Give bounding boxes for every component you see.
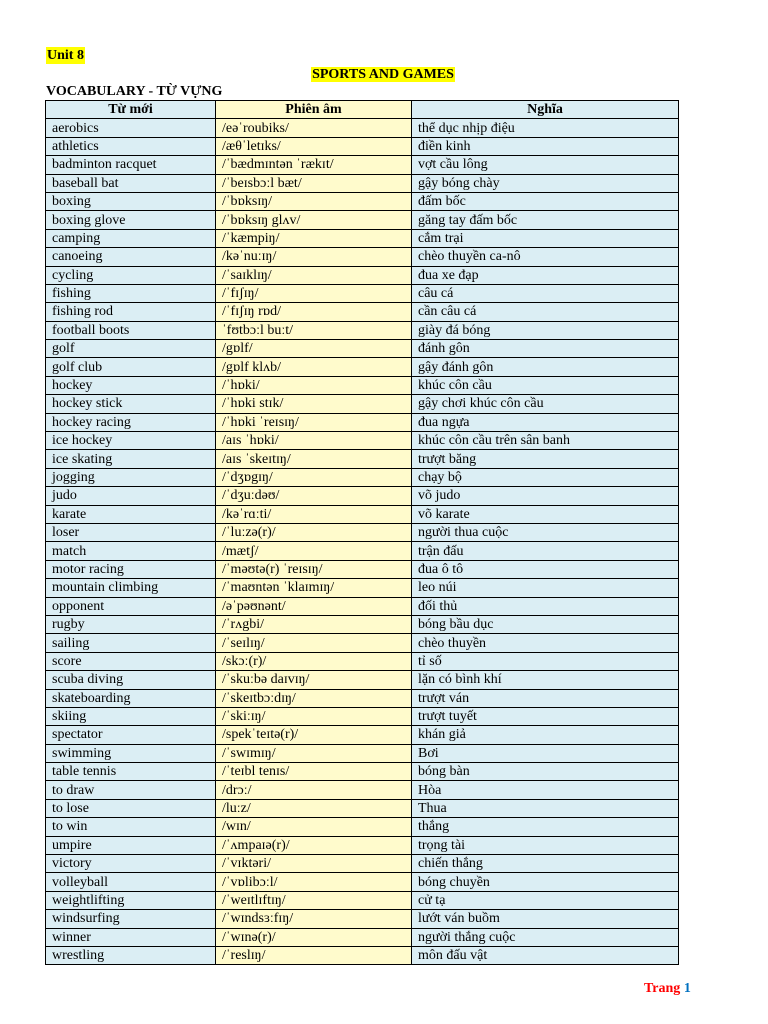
cell-phonetic: /æθˈletɪks/ (216, 137, 412, 155)
cell-meaning: gậy bóng chày (412, 174, 679, 192)
cell-word: mountain climbing (46, 579, 216, 597)
table-row (46, 487, 679, 505)
table-row (46, 873, 679, 891)
cell-meaning: cắm trại (412, 229, 679, 247)
table-row (46, 450, 679, 468)
table-row (46, 744, 679, 762)
cell-phonetic: /ˈhɒki ˈreɪsɪŋ/ (216, 413, 412, 431)
cell-word: aerobics (46, 119, 216, 137)
cell-meaning: khúc côn cầu trên sân banh (412, 432, 679, 450)
cell-word: to win (46, 818, 216, 836)
table-row (46, 432, 679, 450)
vocabulary-table (45, 100, 679, 965)
table-row (46, 781, 679, 799)
page-footer (644, 980, 691, 997)
cell-meaning: đua ô tô (412, 560, 679, 578)
cell-phonetic: /kəˈnuːɪŋ/ (216, 248, 412, 266)
cell-meaning: đua ngựa (412, 413, 679, 431)
cell-meaning: trượt tuyết (412, 707, 679, 725)
cell-phonetic: /ˈseɪlɪŋ/ (216, 634, 412, 652)
cell-phonetic: /ˈskeɪtbɔːdɪŋ/ (216, 689, 412, 707)
cell-phonetic: /ˈskiːɪŋ/ (216, 707, 412, 725)
cell-phonetic: /ˈbeɪsbɔːl bæt/ (216, 174, 412, 192)
column-header-meaning: Nghĩa (412, 101, 679, 119)
table-row (46, 579, 679, 597)
table-row (46, 211, 679, 229)
cell-meaning: võ karate (412, 505, 679, 523)
cell-meaning: đánh gôn (412, 340, 679, 358)
cell-meaning: giày đá bóng (412, 321, 679, 339)
cell-word: sailing (46, 634, 216, 652)
cell-word: football boots (46, 321, 216, 339)
cell-phonetic: /aɪs ˈhɒki/ (216, 432, 412, 450)
cell-phonetic: /ˈreslɪŋ/ (216, 946, 412, 964)
page-label: Trang (644, 981, 681, 996)
cell-meaning: khán giả (412, 726, 679, 744)
cell-meaning: leo núi (412, 579, 679, 597)
table-row (46, 910, 679, 928)
cell-word: windsurfing (46, 910, 216, 928)
cell-meaning: bóng bầu dục (412, 615, 679, 633)
cell-meaning: môn đấu vật (412, 946, 679, 964)
cell-meaning: trọng tài (412, 836, 679, 854)
cell-word: boxing (46, 192, 216, 210)
table-row (46, 634, 679, 652)
cell-phonetic: /ˈluːzə(r)/ (216, 523, 412, 541)
cell-phonetic: /ˈkæmpiŋ/ (216, 229, 412, 247)
table-row (46, 284, 679, 302)
cell-word: cycling (46, 266, 216, 284)
cell-word: rugby (46, 615, 216, 633)
cell-meaning: găng tay đấm bốc (412, 211, 679, 229)
table-row (46, 891, 679, 909)
cell-meaning: võ judo (412, 487, 679, 505)
cell-word: hockey racing (46, 413, 216, 431)
table-row (46, 340, 679, 358)
cell-phonetic: /ˈhɒki/ (216, 376, 412, 394)
table-row (46, 266, 679, 284)
cell-word: spectator (46, 726, 216, 744)
cell-word: to draw (46, 781, 216, 799)
table-row (46, 652, 679, 670)
cell-meaning: Bơi (412, 744, 679, 762)
cell-phonetic: /ˈskuːbə daɪvɪŋ/ (216, 671, 412, 689)
table-row (46, 818, 679, 836)
cell-phonetic: /skɔː(r)/ (216, 652, 412, 670)
cell-phonetic: /kəˈrɑːti/ (216, 505, 412, 523)
cell-meaning: gậy đánh gôn (412, 358, 679, 376)
cell-word: baseball bat (46, 174, 216, 192)
table-row (46, 156, 679, 174)
unit-label: Unit 8 (47, 48, 84, 63)
table-row (46, 119, 679, 137)
table-row (46, 928, 679, 946)
page-number: 1 (683, 981, 691, 996)
cell-word: hockey (46, 376, 216, 394)
cell-meaning: câu cá (412, 284, 679, 302)
cell-phonetic: /ˈbɒksɪŋ glʌv/ (216, 211, 412, 229)
cell-word: victory (46, 855, 216, 873)
cell-word: canoeing (46, 248, 216, 266)
table-row (46, 505, 679, 523)
cell-meaning: người thua cuộc (412, 523, 679, 541)
cell-phonetic: ˈfʊtbɔːl buːt/ (216, 321, 412, 339)
table-row (46, 229, 679, 247)
cell-word: fishing rod (46, 303, 216, 321)
cell-word: fishing (46, 284, 216, 302)
cell-word: camping (46, 229, 216, 247)
table-row (46, 855, 679, 873)
cell-word: match (46, 542, 216, 560)
cell-phonetic: /ˈweɪtlɪftɪŋ/ (216, 891, 412, 909)
cell-phonetic: /ˈswɪmɪŋ/ (216, 744, 412, 762)
cell-meaning: điền kinh (412, 137, 679, 155)
table-row (46, 597, 679, 615)
cell-phonetic: /ˈteɪbl tenɪs/ (216, 763, 412, 781)
table-row (46, 689, 679, 707)
cell-meaning: Hòa (412, 781, 679, 799)
cell-phonetic: /wɪn/ (216, 818, 412, 836)
page-title-row (0, 65, 768, 83)
cell-meaning: vợt cầu lông (412, 156, 679, 174)
cell-word: ice hockey (46, 432, 216, 450)
table-row (46, 560, 679, 578)
table-row (46, 726, 679, 744)
table-row (46, 395, 679, 413)
cell-phonetic: /aɪs ˈskeɪtɪŋ/ (216, 450, 412, 468)
cell-phonetic: /ˈvɒlibɔːl/ (216, 873, 412, 891)
cell-meaning: bóng chuyền (412, 873, 679, 891)
cell-phonetic: /gɒlf/ (216, 340, 412, 358)
cell-word: winner (46, 928, 216, 946)
cell-meaning: lướt ván buồm (412, 910, 679, 928)
cell-phonetic: /ˈʌmpaɪə(r)/ (216, 836, 412, 854)
table-row (46, 321, 679, 339)
table-row (46, 946, 679, 964)
table-row (46, 615, 679, 633)
cell-phonetic: /eəˈroubiks/ (216, 119, 412, 137)
cell-phonetic: /ˈfɪʃɪŋ/ (216, 284, 412, 302)
cell-phonetic: /ˈdʒɒgɪŋ/ (216, 468, 412, 486)
table-row (46, 763, 679, 781)
cell-word: weightlifting (46, 891, 216, 909)
vocabulary-table-body (46, 119, 679, 965)
section-heading: VOCABULARY - TỪ VỰNG (46, 84, 223, 99)
cell-word: golf (46, 340, 216, 358)
column-header-word: Từ mới (46, 101, 216, 119)
cell-word: wrestling (46, 946, 216, 964)
column-header-phonetic: Phiên âm (216, 101, 412, 119)
cell-word: athletics (46, 137, 216, 155)
table-row (46, 192, 679, 210)
cell-word: skateboarding (46, 689, 216, 707)
cell-meaning: cử tạ (412, 891, 679, 909)
cell-meaning: thắng (412, 818, 679, 836)
cell-meaning: chèo thuyền (412, 634, 679, 652)
cell-word: motor racing (46, 560, 216, 578)
table-row (46, 303, 679, 321)
cell-meaning: gậy chơi khúc côn cầu (412, 395, 679, 413)
cell-meaning: Thua (412, 799, 679, 817)
cell-word: judo (46, 487, 216, 505)
cell-phonetic: /ˈhɒki stɪk/ (216, 395, 412, 413)
cell-phonetic: /mætʃ/ (216, 542, 412, 560)
cell-word: umpire (46, 836, 216, 854)
table-row (46, 137, 679, 155)
table-row (46, 174, 679, 192)
cell-phonetic: /ˈbædmɪntən ˈrækɪt/ (216, 156, 412, 174)
cell-phonetic: /ˈvɪktəri/ (216, 855, 412, 873)
cell-meaning: tỉ số (412, 652, 679, 670)
cell-phonetic: /ˈbɒksɪŋ/ (216, 192, 412, 210)
cell-word: opponent (46, 597, 216, 615)
cell-phonetic: /ˈsaɪklɪŋ/ (216, 266, 412, 284)
table-row (46, 523, 679, 541)
cell-phonetic: /əˈpəʊnənt/ (216, 597, 412, 615)
cell-phonetic: /ˈdʒuːdəʊ/ (216, 487, 412, 505)
cell-meaning: chèo thuyền ca-nô (412, 248, 679, 266)
cell-phonetic: /ˈfɪʃɪŋ rɒd/ (216, 303, 412, 321)
cell-phonetic: /ˈməʊtə(r) ˈreɪsɪŋ/ (216, 560, 412, 578)
cell-word: swimming (46, 744, 216, 762)
table-row (46, 799, 679, 817)
cell-phonetic: /spekˈteɪtə(r)/ (216, 726, 412, 744)
cell-word: to lose (46, 799, 216, 817)
table-row (46, 248, 679, 266)
table-row (46, 358, 679, 376)
cell-word: golf club (46, 358, 216, 376)
cell-meaning: trận đấu (412, 542, 679, 560)
cell-phonetic: /ˈrʌgbi/ (216, 615, 412, 633)
cell-word: score (46, 652, 216, 670)
cell-meaning: trượt băng (412, 450, 679, 468)
cell-word: hockey stick (46, 395, 216, 413)
cell-meaning: chạy bộ (412, 468, 679, 486)
cell-word: table tennis (46, 763, 216, 781)
cell-phonetic: /gɒlf klʌb/ (216, 358, 412, 376)
cell-meaning: bóng bàn (412, 763, 679, 781)
cell-phonetic: /ˈwɪndsɜːfɪŋ/ (216, 910, 412, 928)
cell-meaning: người thắng cuộc (412, 928, 679, 946)
cell-phonetic: /ˈwɪnə(r)/ (216, 928, 412, 946)
cell-meaning: khúc côn cầu (412, 376, 679, 394)
page-title: SPORTS AND GAMES (312, 67, 454, 82)
cell-meaning: chiến thắng (412, 855, 679, 873)
table-row (46, 468, 679, 486)
table-row (46, 707, 679, 725)
cell-meaning: trượt ván (412, 689, 679, 707)
cell-word: loser (46, 523, 216, 541)
cell-word: karate (46, 505, 216, 523)
cell-meaning: đấm bốc (412, 192, 679, 210)
table-row (46, 836, 679, 854)
cell-word: boxing glove (46, 211, 216, 229)
cell-phonetic: /drɔː/ (216, 781, 412, 799)
cell-phonetic: /ˈmaʊntən ˈklaɪmɪŋ/ (216, 579, 412, 597)
table-row (46, 376, 679, 394)
table-header-row (46, 101, 679, 119)
cell-meaning: đối thủ (412, 597, 679, 615)
cell-meaning: thể dục nhịp điệu (412, 119, 679, 137)
cell-meaning: cần câu cá (412, 303, 679, 321)
cell-word: ice skating (46, 450, 216, 468)
table-row (46, 542, 679, 560)
cell-word: scuba diving (46, 671, 216, 689)
cell-word: skiing (46, 707, 216, 725)
table-row (46, 413, 679, 431)
table-row (46, 671, 679, 689)
cell-meaning: lặn có bình khí (412, 671, 679, 689)
cell-word: badminton racquet (46, 156, 216, 174)
cell-word: jogging (46, 468, 216, 486)
cell-word: volleyball (46, 873, 216, 891)
cell-phonetic: /luːz/ (216, 799, 412, 817)
cell-meaning: đua xe đạp (412, 266, 679, 284)
